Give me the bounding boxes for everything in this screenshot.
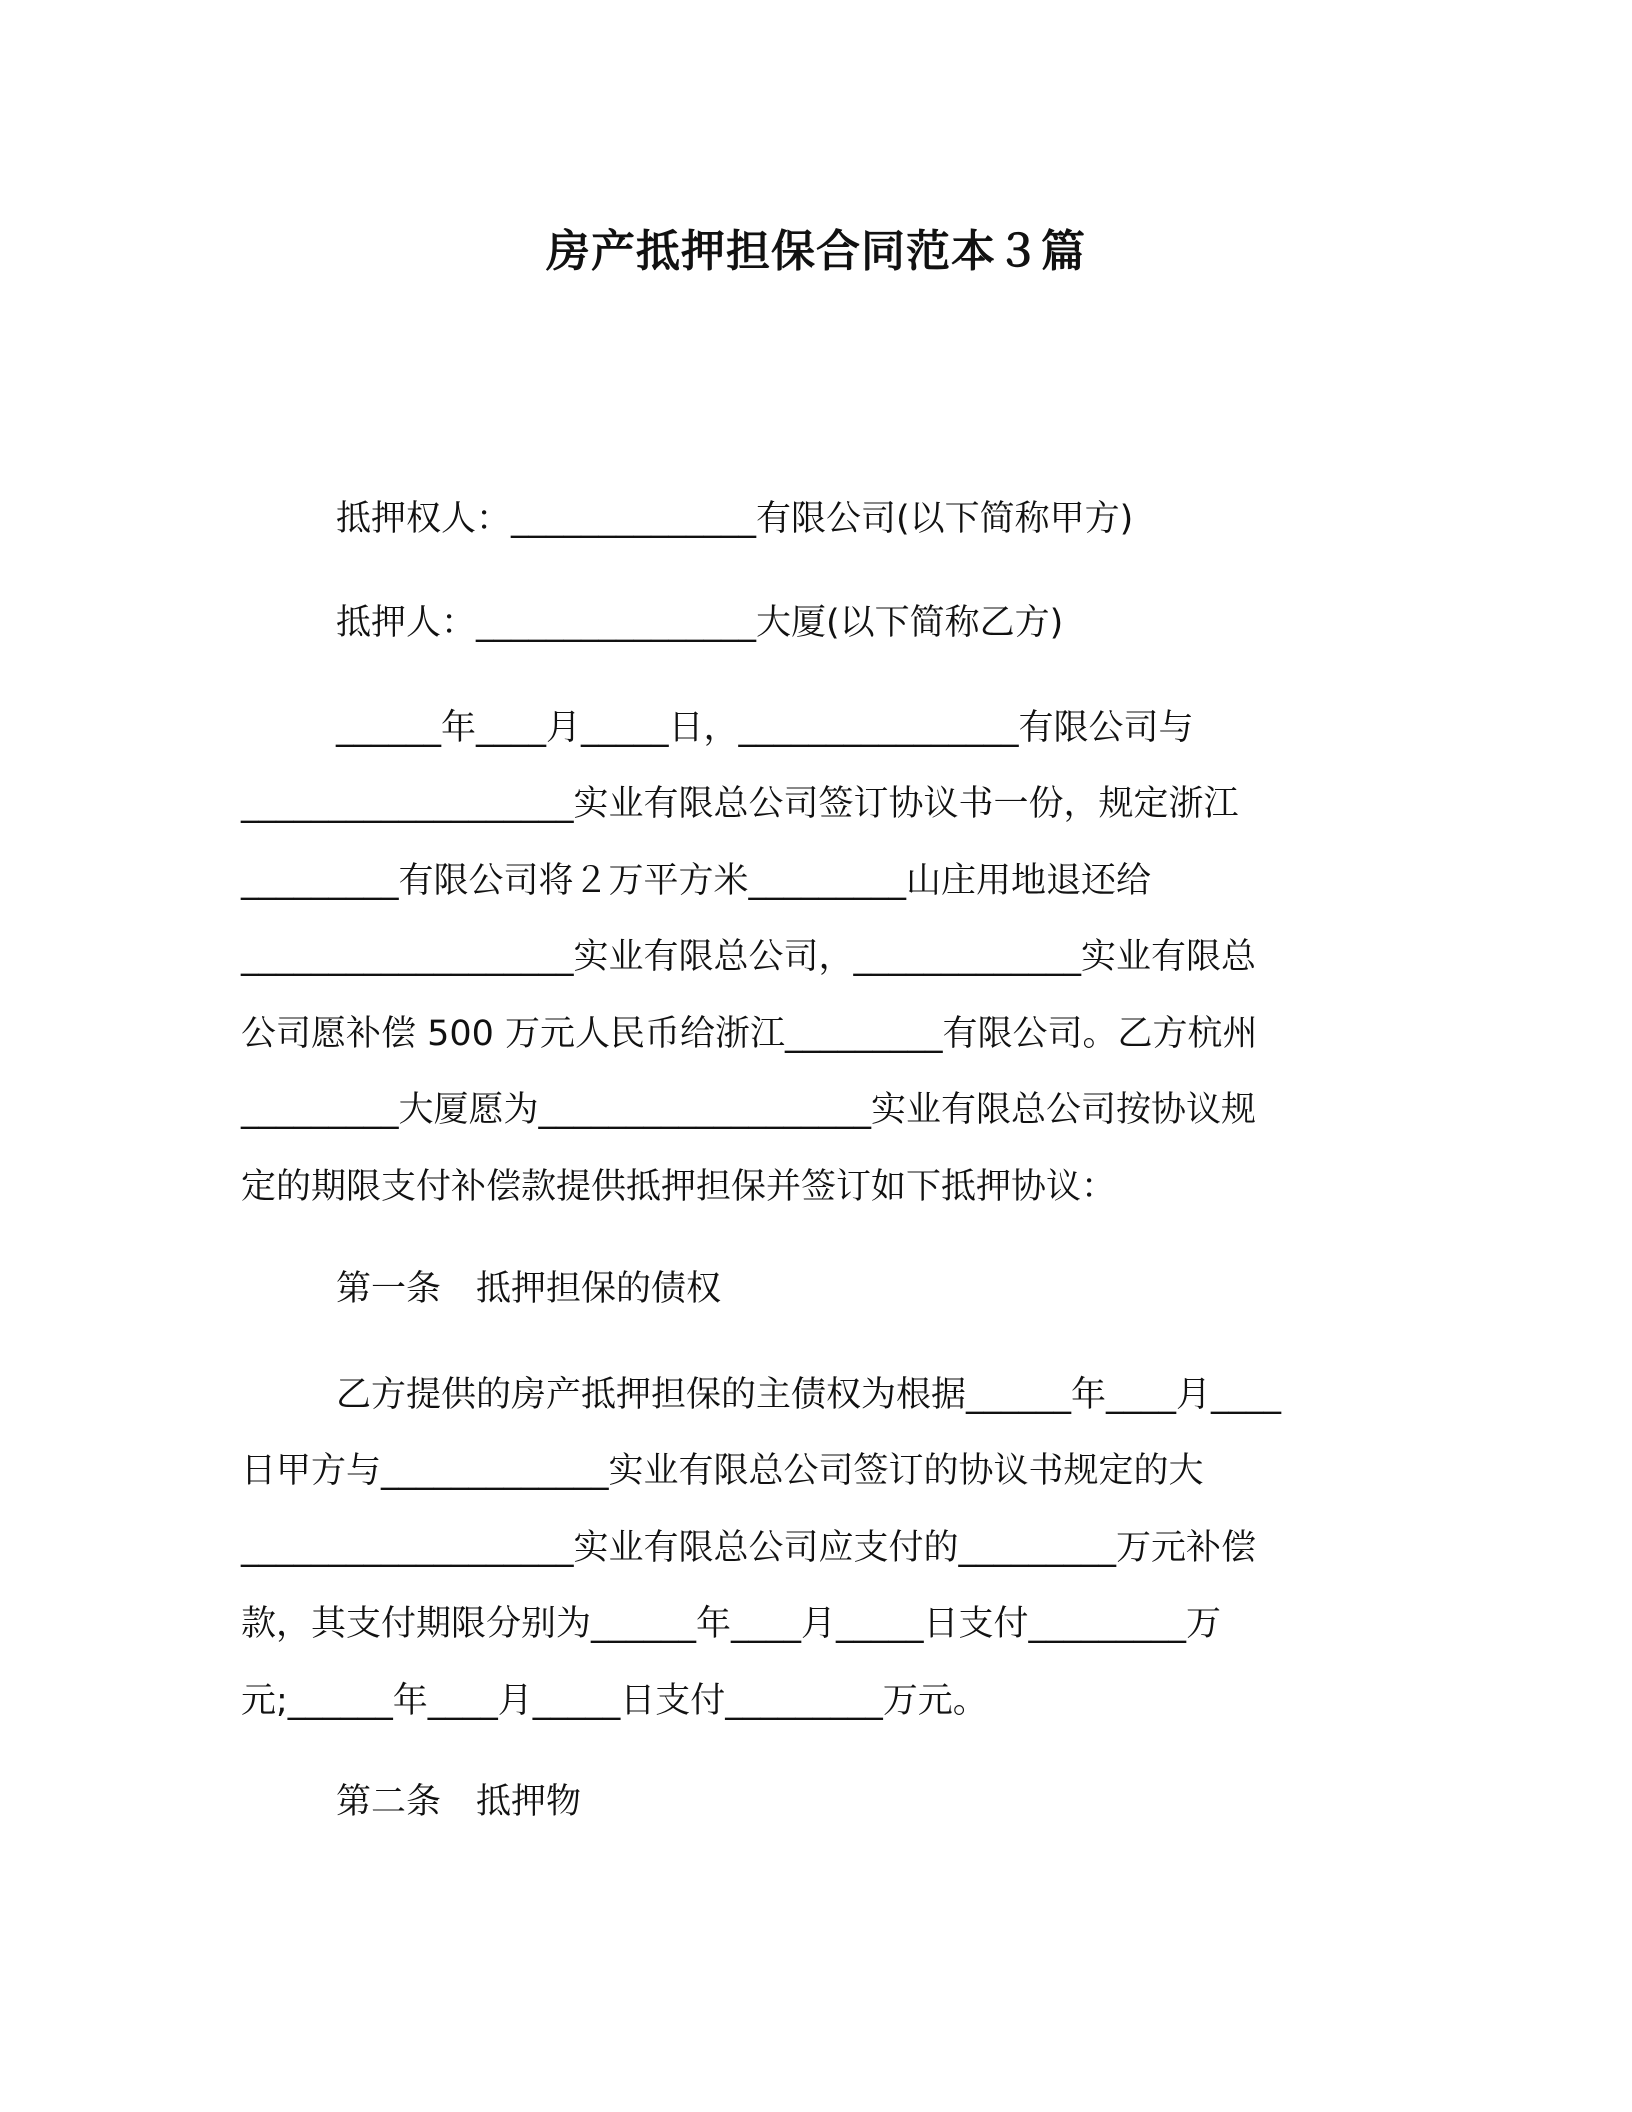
preamble-line-4: ___________________实业有限总公司，_____________实业有限总 — [241, 937, 1257, 977]
preamble-line-1: ______年____月_____日，________________有限公司与 — [336, 708, 1194, 748]
article-1-line-5: 元;______年____月_____日支付_________万元。 — [241, 1681, 988, 1721]
article-1-line-2: 日甲方与_____________实业有限总公司签订的协议书规定的大 — [241, 1451, 1204, 1491]
preamble-line-7: 定的期限支付补偿款提供抵押担保并签订如下抵押协议： — [241, 1167, 1117, 1207]
mortgagee-line: 抵押权人：______________有限公司(以下简称甲方) — [336, 499, 1134, 539]
article-1-line-4: 款，其支付期限分别为______年____月_____日支付_________万 — [241, 1604, 1222, 1644]
article-1-heading: 第一条 抵押担保的债权 — [336, 1269, 722, 1309]
document-title: 房产抵押担保合同范本３篇 — [546, 226, 1086, 277]
preamble-line-3: _________有限公司将２万平方米_________山庄用地退还给 — [241, 861, 1152, 901]
article-2-heading: 第二条 抵押物 — [336, 1782, 582, 1822]
mortgagor-line: 抵押人：________________大厦(以下简称乙方) — [336, 603, 1064, 643]
preamble-line-2: ___________________实业有限总公司签订协议书一份，规定浙江 — [241, 784, 1239, 824]
article-1-line-1: 乙方提供的房产抵押担保的主债权为根据______年____月____ — [336, 1375, 1282, 1415]
article-1-line-3: ___________________实业有限总公司应支付的_________万元补偿 — [241, 1528, 1257, 1568]
preamble-line-6: _________大厦愿为___________________实业有限总公司按协议规 — [241, 1090, 1257, 1130]
preamble-line-5: 公司愿补偿 500 万元人民币给浙江_________有限公司。乙方杭州 — [241, 1014, 1258, 1054]
